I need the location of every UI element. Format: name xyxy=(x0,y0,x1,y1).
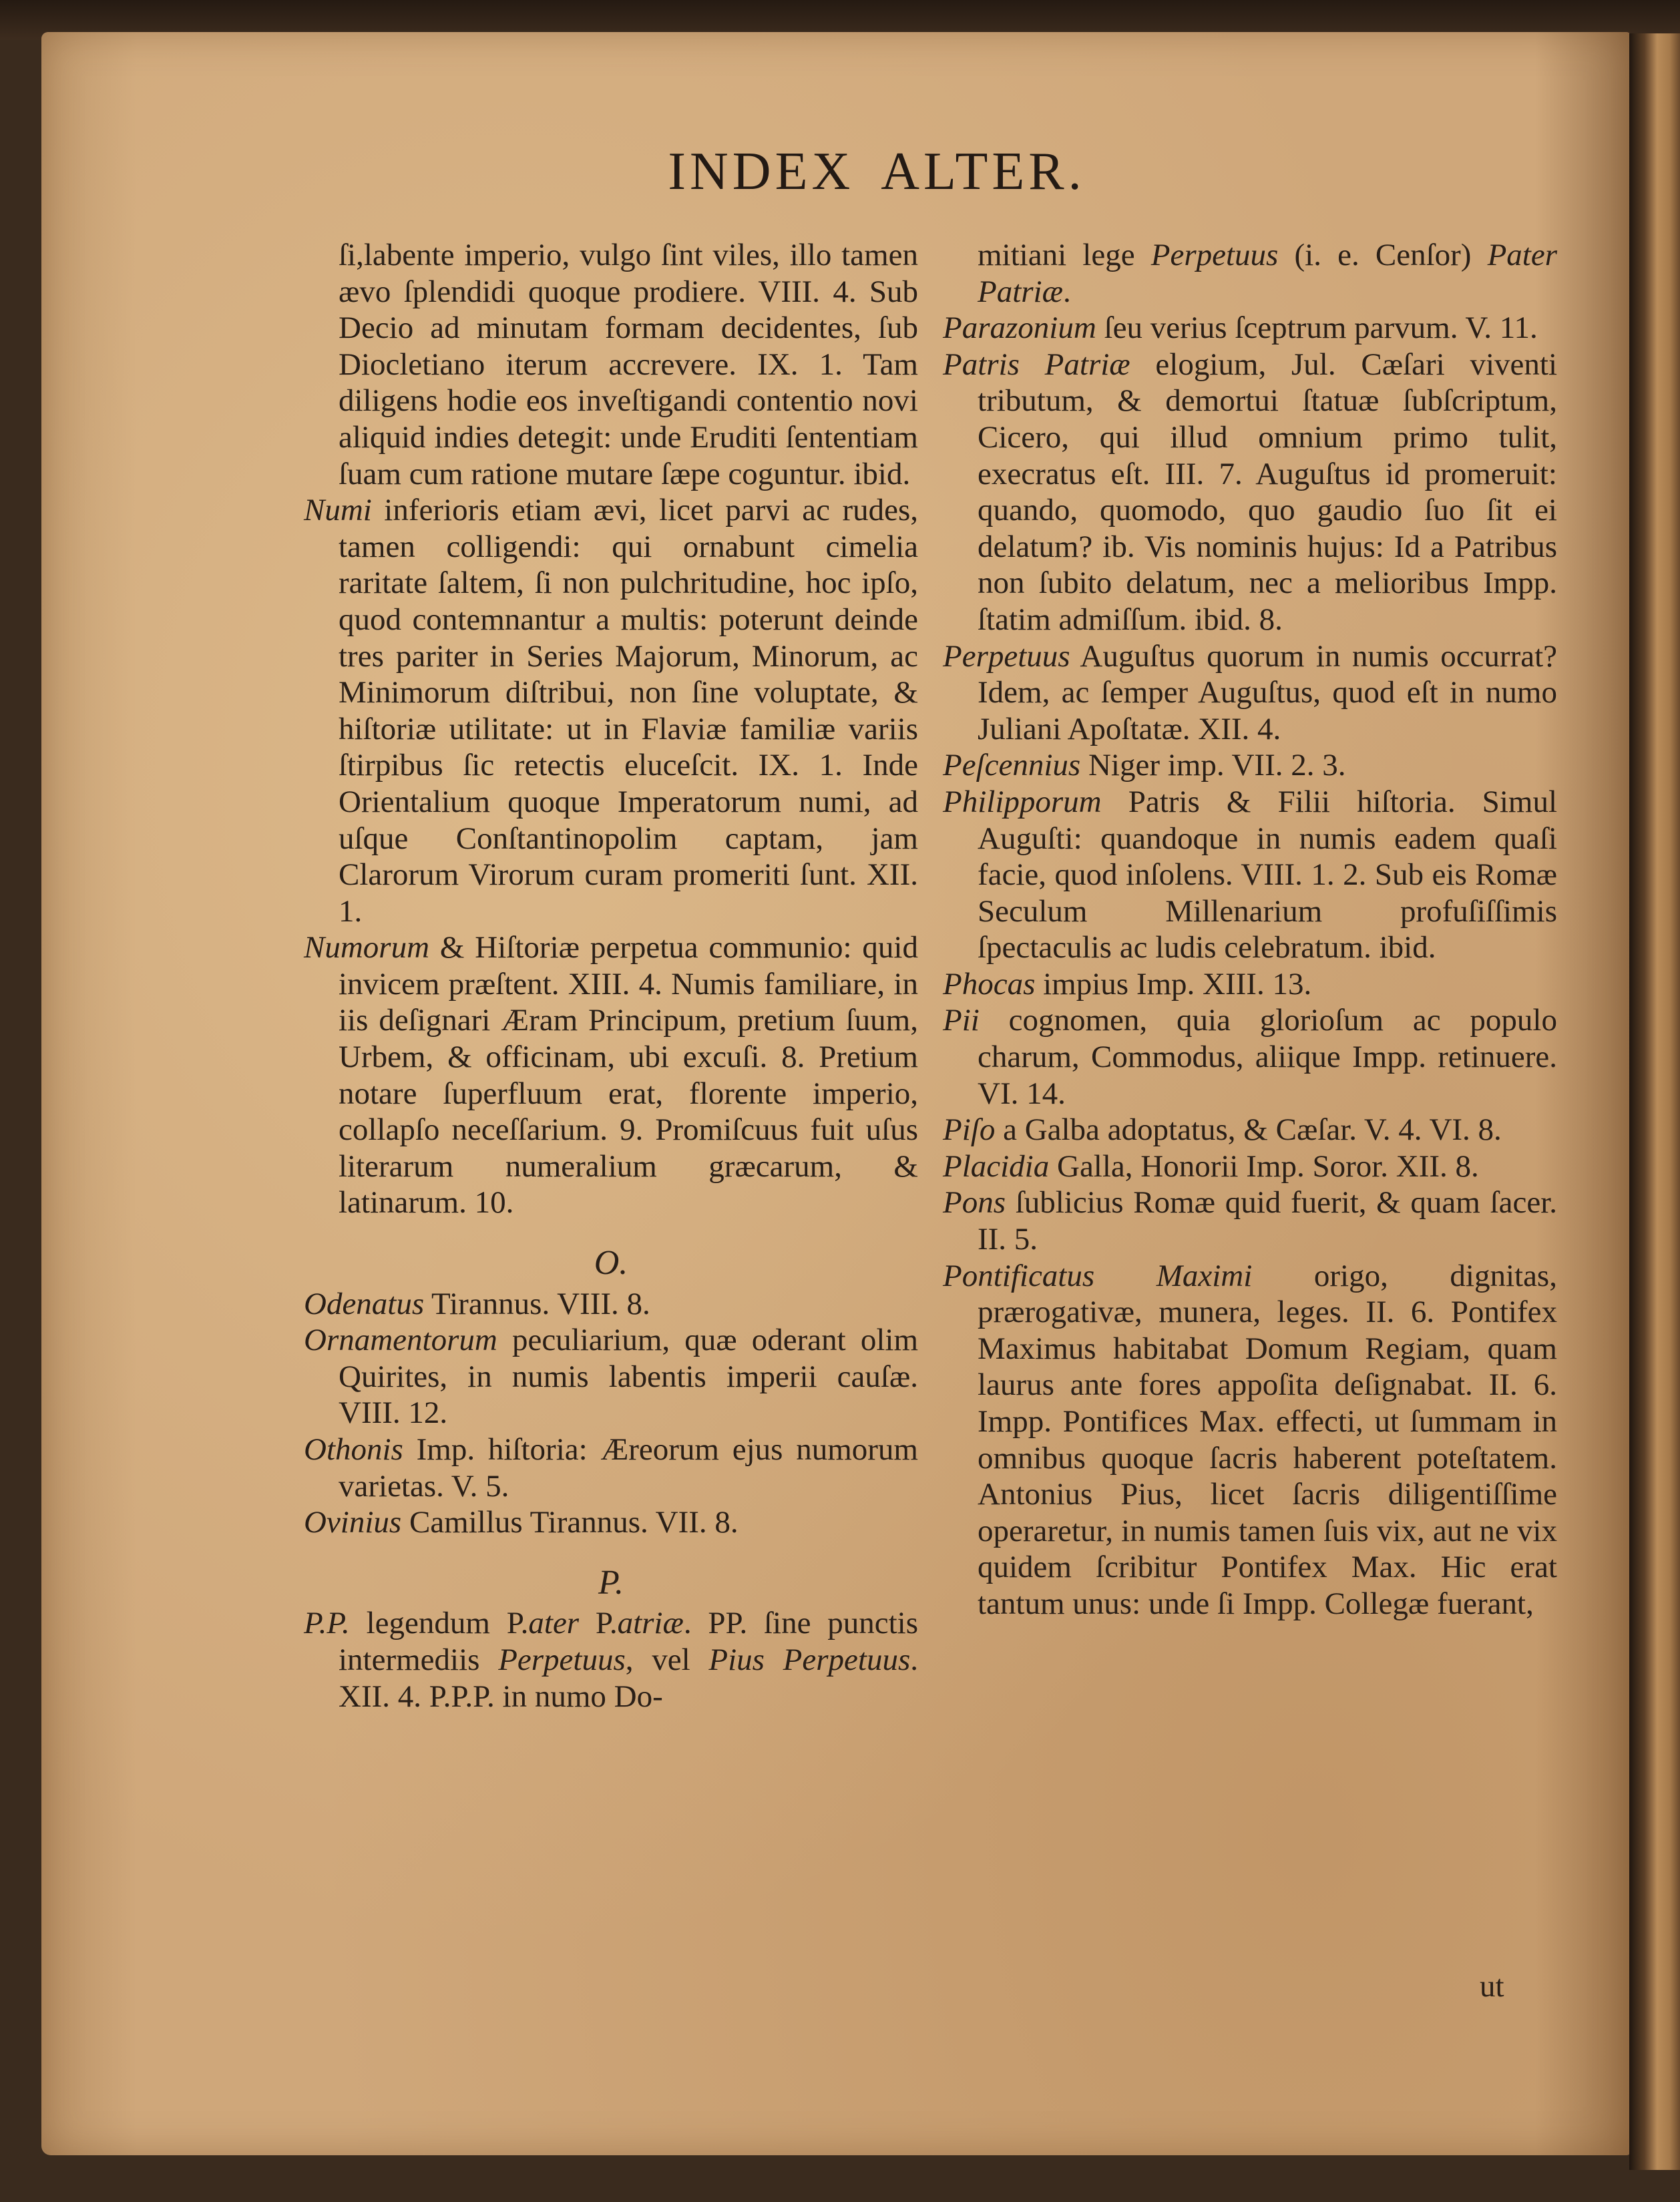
index-entry-ornamentorum xyxy=(304,1322,918,1432)
entry-term: Parazonium xyxy=(943,310,1096,346)
adjacent-page-edge xyxy=(1629,33,1680,2170)
entry-text: origo, dignitas, prærogativæ, munera, leges. II. 6. Pontifex Maximus habitabat Domum Regiam, quam laurus ante fores appoſita deſignabat. II. 6. Impp. Pontifices Max. effecti, ut ſummam in omnibus quoque ſacris haberent poteſtatem. Antonius Pius, licet ſacris diligentiſſime operaretur, in numis tamen ſuis vix, aut ne vix quidem ſcribitur Pontifex Max. Hic erat tantum unus: unde ſi Impp. Collegæ fuerant, xyxy=(978,1258,1557,1621)
entry-italic: Pius Perpetuus xyxy=(708,1642,911,1677)
index-entry-pescennius xyxy=(943,747,1557,784)
entry-text: Niger imp. VII. 2. 3. xyxy=(1080,748,1346,783)
entry-term: P.P. xyxy=(304,1606,350,1641)
entry-text: P. xyxy=(579,1606,618,1641)
entry-term: Numorum xyxy=(304,930,430,965)
continuation-paragraph xyxy=(943,237,1557,310)
continuation-paragraph: ſi,labente imperio, vulgo ſint viles, illo tamen ævo ſplendidi quoque prodiere. VIII. 4. Sub Decio ad minutam formam decidentes, ſub Diocletiano iterum accrevere. IX. 1. Tam diligens hodie eos inveſtigandi contentio novi aliquid indies detegit: unde Eruditi ſententiam ſuam cum ratione mutare ſæpe coguntur. ibid. xyxy=(339,238,918,491)
index-entry-patris-patriae xyxy=(943,347,1557,638)
entry-text: Tirannus. VIII. 8. xyxy=(424,1286,650,1321)
entry-term: Peſcennius xyxy=(943,748,1081,783)
entry-text: Camillus Tirannus. VII. 8. xyxy=(401,1505,739,1540)
entry-text: impius Imp. XIII. 13. xyxy=(1035,966,1312,1002)
entry-italic: Perpetuus xyxy=(498,1642,626,1677)
title-word-index: INDEX xyxy=(668,142,855,201)
entry-text: peculiarium, quæ oderant olim Quirites, in numis labentis imperii cauſæ. VIII. 12. xyxy=(339,1323,918,1431)
index-entry-pons xyxy=(943,1184,1557,1257)
entry-term: Pontificatus Maximi xyxy=(943,1258,1253,1293)
entry-term: Piſo xyxy=(943,1112,996,1148)
entry-text: . XII. 4. P.P.P. in numo Do- xyxy=(339,1642,918,1714)
catchword: ut xyxy=(1480,1969,1504,2004)
index-entry-ovinius xyxy=(304,1504,918,1541)
entry-term: Placidia xyxy=(943,1148,1050,1184)
index-entry-perpetuus xyxy=(943,638,1557,748)
index-entry-odenatus xyxy=(304,1286,918,1323)
index-entry-numorum xyxy=(304,929,918,1221)
index-entry-pii xyxy=(943,1002,1557,1112)
index-entry-parazonium xyxy=(943,310,1557,347)
entry-text: Auguſtus quorum in numis occurrat? Idem, ac ſemper Auguſtus, quod eſt in numo Juliani Apoſtatæ. XII. 4. xyxy=(978,638,1557,746)
entry-text: . PP. ſine punctis intermediis xyxy=(339,1606,918,1677)
entry-text: (i. e. Cenſor) xyxy=(1278,238,1488,272)
entry-term: Othonis xyxy=(304,1432,403,1467)
entry-text: Patris & Filii hiſtoria. Simul Auguſti: quandoque in numis eadem quaſi facie, quod inſolens. VIII. 1. 2. Sub eis Romæ Seculum Millenarium profuſiſſimis ſpectaculis ac ludis celebratum. ibid. xyxy=(978,784,1557,965)
running-title xyxy=(0,142,1680,202)
entry-term: Pons xyxy=(943,1185,1006,1221)
entry-term: Perpetuus xyxy=(943,638,1070,674)
entry-text: a Galba adoptatus, & Cæſar. V. 4. VI. 8. xyxy=(995,1112,1502,1148)
section-letter-o: O. xyxy=(594,1244,628,1283)
index-entry-numi xyxy=(304,492,918,929)
entry-text: , vel xyxy=(625,1642,709,1677)
index-entry-philipporum xyxy=(943,784,1557,966)
right-column xyxy=(943,237,1557,1622)
entry-term: Pii xyxy=(943,1003,980,1038)
entry-text: . xyxy=(1062,274,1071,309)
entry-text: ſublicius Romæ quid fuerit, & quam ſacer. II. 5. xyxy=(978,1185,1557,1257)
index-entry-phocas xyxy=(943,966,1557,1003)
entry-term: Philipporum xyxy=(943,784,1102,819)
entry-italic: ater xyxy=(528,1606,580,1641)
entry-text: mitiani lege xyxy=(978,238,1151,272)
index-entry-placidia xyxy=(943,1148,1557,1185)
title-word-alter: ALTER. xyxy=(881,142,1086,201)
entry-text: & Hiſtoriæ perpetua communio: quid invicem præſtent. XIII. 4. Numis familiare, in iis deſignari Æram Principum, pretium ſuum, Urbem, & officinam, ubi excuſi. 8. Pretium notare ſuperfluum erat, florente imperio, collapſo neceſſarium. 9. Promiſcuus fuit uſus literarum numeralium græcarum, & latinarum. 10. xyxy=(339,930,918,1221)
entry-term: Phocas xyxy=(943,966,1036,1002)
section-letter-p: P. xyxy=(598,1563,624,1602)
entry-term: Odenatus xyxy=(304,1286,425,1321)
entry-text: Imp. hiſtoria: Æreorum ejus numorum varietas. V. 5. xyxy=(339,1432,918,1504)
entry-term: Patris Patriæ xyxy=(943,347,1130,382)
index-entry-pp xyxy=(304,1605,918,1715)
entry-term: Numi xyxy=(304,493,372,528)
entry-italic: Pater Patriæ xyxy=(978,238,1558,309)
entry-text: elogium, Jul. Cæſari viventi tributum, & demortui ſtatuæ ſubſcriptum, Cicero, qui illud omnium primo tulit, execratus eſt. III. 7. Auguſtus id promeruit: quando, quomodo, quo gaudio ſuo ſit ei delatum? ib. Vis nominis hujus: Id a Patribus non ſubito delatum, nec a melioribus Impp. ſtatim admiſſum. ibid. 8. xyxy=(978,347,1558,637)
left-column xyxy=(304,237,918,1715)
entry-text: legendum P. xyxy=(349,1606,529,1641)
entry-italic: Perpetuus xyxy=(1150,238,1279,272)
index-entry-piso xyxy=(943,1112,1557,1148)
entry-term: Ovinius xyxy=(304,1505,402,1540)
entry-text: ſeu verius ſceptrum parvum. V. 11. xyxy=(1096,310,1538,346)
entry-text: cognomen, quia glorioſum ac populo charum, Commodus, aliique Impp. retinuere. VI. 14. xyxy=(978,1003,1557,1111)
entry-italic: atriæ xyxy=(617,1606,684,1641)
entry-term: Ornamentorum xyxy=(304,1323,497,1358)
entry-text: Galla, Honorii Imp. Soror. XII. 8. xyxy=(1049,1148,1479,1184)
index-entry-othonis xyxy=(304,1432,918,1504)
index-entry-pontificatus xyxy=(943,1258,1557,1622)
entry-text: inferioris etiam ævi, licet parvi ac rudes, tamen colligendi: qui ornabunt cimelia raritate ſaltem, ſi non pulchritudine, hoc ipſo, quod contemnantur a multis: poterunt deinde tres pariter in Series Majorum, Minorum, ac Minimorum diſtribui, non ſine voluptate, & hiſtoriæ utilitate: ut in Flaviæ familiæ variis ſtirpibus ſic retectis eluceſcit. IX. 1. Inde Orientalium quoque Imperatorum numi, ad uſque Conſtantinopolim captam, jam Clarorum Virorum curam promeriti ſunt. XII. 1. xyxy=(339,493,918,929)
